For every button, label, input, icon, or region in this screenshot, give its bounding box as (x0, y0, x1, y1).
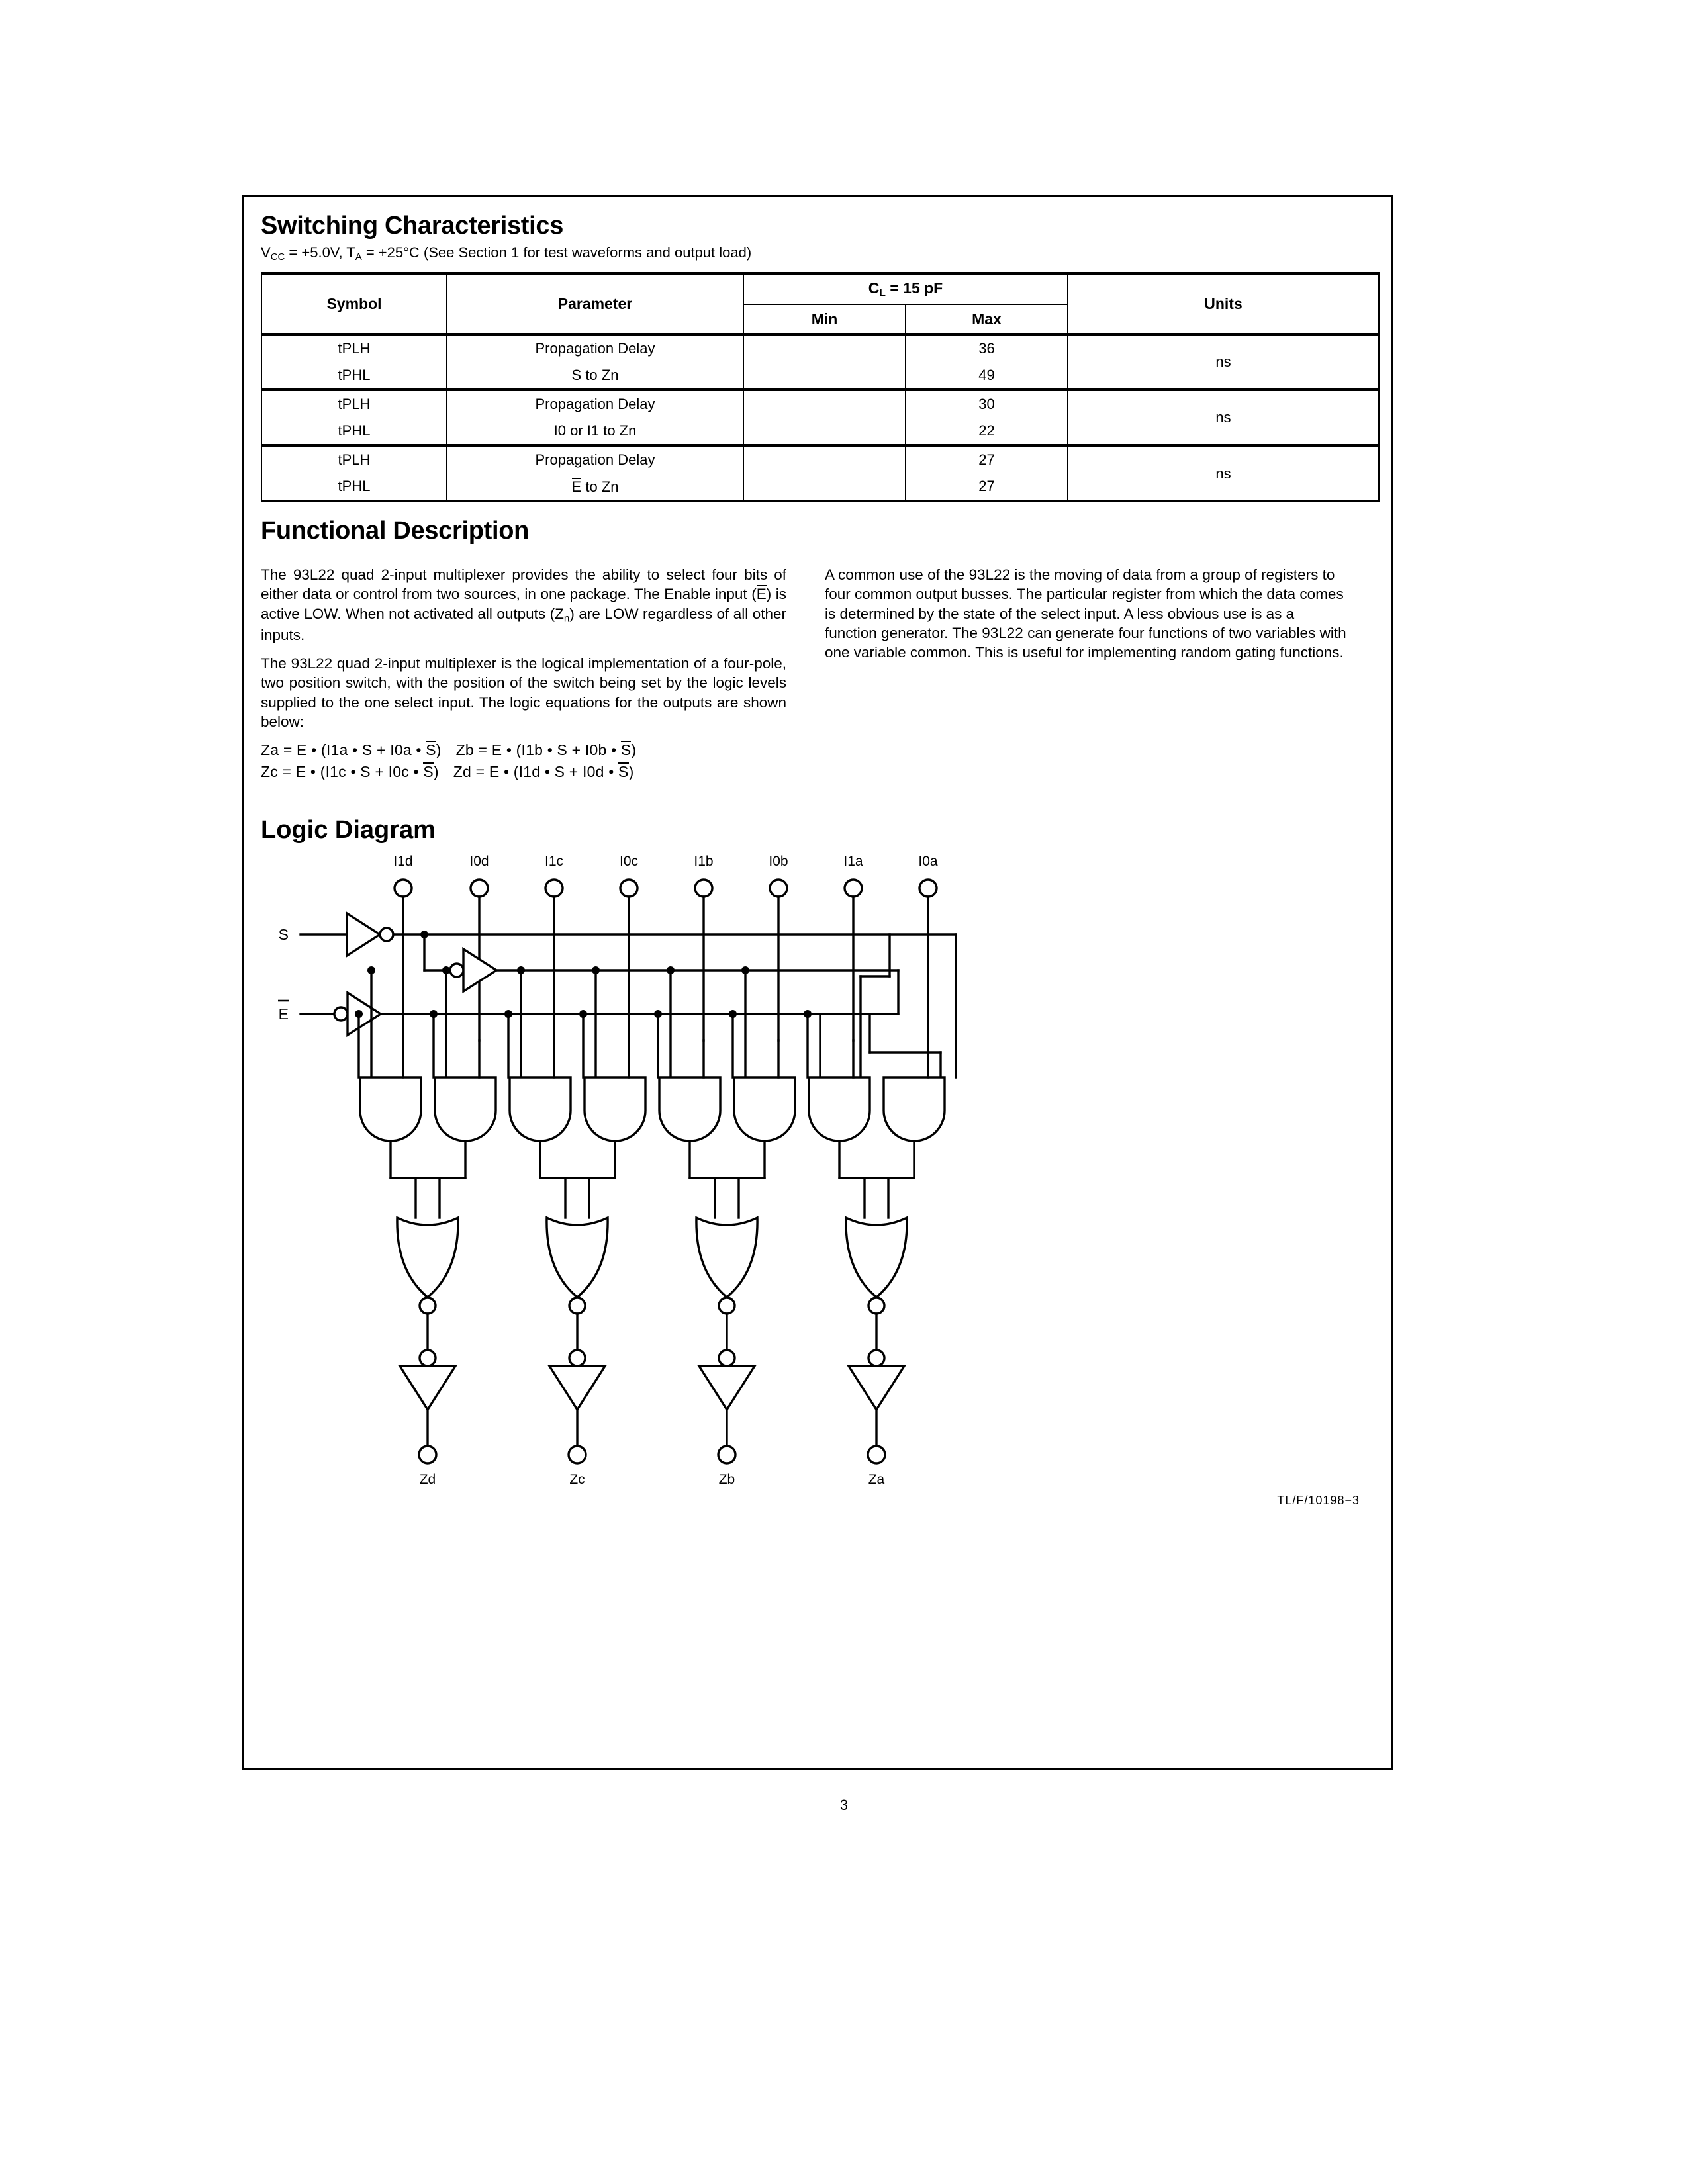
and-gate-row (360, 1077, 945, 1178)
input-label-ebar: E (278, 1005, 289, 1023)
table-row (261, 390, 1379, 418)
cell-units: ns (1068, 390, 1379, 445)
functional-description-columns (261, 565, 1374, 784)
figure-reference: TL/F/10198−3 (1277, 1493, 1360, 1507)
and-gate (585, 1077, 645, 1141)
cell-parameter (447, 473, 743, 501)
cell-parameter: S to Zn (447, 362, 743, 390)
eq-zb-pre: Zb = E • (I1b • S + I0b • (455, 741, 621, 759)
col-header-cl (743, 273, 1068, 304)
sbar-overline: S (618, 762, 629, 780)
and-to-or-merge (391, 1178, 914, 1218)
cell-symbol: tPHL (261, 362, 447, 390)
cell-symbol: tPLH (261, 445, 447, 473)
output-inverter-triangle (400, 1366, 455, 1410)
cell-min (743, 418, 906, 445)
logic-diagram (261, 847, 1380, 1522)
nor-gate-bubble (569, 1298, 585, 1314)
col-header-parameter: Parameter (447, 273, 743, 334)
sbar-overline: S (423, 762, 434, 780)
cell-max: 36 (906, 334, 1068, 362)
output-inverter-triangle (849, 1366, 904, 1410)
cell-min (743, 334, 906, 362)
nor-gate-bubble (719, 1298, 735, 1314)
input-label-i1c: I1c (544, 853, 564, 869)
cell-min (743, 473, 906, 501)
eq-zc-pre: Zc = E • (I1c • S + I0c • (261, 762, 424, 780)
ebar-inverter-bubble (334, 1007, 348, 1021)
functional-paragraph-2: The 93L22 quad 2-input multiplexer is the logical implementation of a four-pole, two position switch, with the position of the switch being set by the logic levels supplied to the one select input. The logic equations for the outputs are shown below: (261, 655, 786, 730)
ebar-overline: E (756, 586, 767, 603)
and-gate (734, 1077, 795, 1141)
eq-zd-post: ) (628, 762, 634, 780)
cell-symbol: tPHL (261, 473, 447, 501)
and-gate (435, 1077, 496, 1141)
nor-gate-bubble (420, 1298, 436, 1314)
nor-gate-row (397, 1218, 907, 1350)
output-label-zb: Zb (718, 1471, 735, 1487)
functional-left-column (261, 565, 786, 784)
zn-subscript: n (563, 612, 570, 624)
eq-zb-post: ) (631, 741, 637, 759)
cond-post: = +25°C (See Section 1 for test waveforms and output load) (361, 244, 752, 261)
eq-za-pre: Za = E • (I1a • S + I0a • (261, 741, 426, 759)
output-inverter-triangle (699, 1366, 755, 1410)
test-conditions (261, 244, 1374, 263)
sbar-overline: S (426, 741, 436, 759)
fp1-c: ) are LOW regardless of all other inputs. (261, 605, 786, 643)
nor-gate-bubble (868, 1298, 884, 1314)
cell-symbol: tPHL (261, 418, 447, 445)
output-pin (419, 1446, 436, 1463)
col-header-min: Min (743, 304, 906, 334)
s-second-inverter-bubble (450, 964, 463, 977)
col-header-units: Units (1068, 273, 1379, 334)
cell-min (743, 390, 906, 418)
cell-max: 27 (906, 473, 1068, 501)
fp1-b: ) is active LOW. When not activated all outputs (Z (261, 586, 786, 622)
input-label-s: S (278, 925, 289, 943)
output-inverter-bubble (569, 1350, 585, 1366)
eq-za-post: ) (436, 741, 442, 759)
input-label-i1d: I1d (393, 853, 413, 869)
logic-diagram-title: Logic Diagram (261, 815, 436, 844)
logic-equation-row-1 (261, 741, 786, 760)
cell-min (743, 362, 906, 390)
cell-parameter: Propagation Delay (447, 390, 743, 418)
s-bus-taps (367, 966, 898, 1077)
ebar-overline: E (571, 478, 582, 495)
functional-right-column (825, 565, 1350, 784)
cl-post: = 15 pF (885, 279, 943, 296)
functional-paragraph-3: A common use of the 93L22 is the moving of data from a group of registers to four common output busses. The particular register from which the data comes is determined by the state of the select input. A less obvious use is as a function generator. The 93L22 can generate four functions of two variables with one variable common. This is useful for implementing random gating functions. (825, 567, 1346, 661)
logic-equation-row-2 (261, 762, 786, 782)
cell-parameter: Propagation Delay (447, 334, 743, 362)
functional-description-title: Functional Description (261, 517, 530, 545)
output-inverter-triangle (549, 1366, 605, 1410)
switching-characteristics-title: Switching Characteristics (261, 212, 564, 240)
cell-max: 22 (906, 418, 1068, 445)
s-inverter-bubble (380, 928, 393, 941)
cell-symbol: tPLH (261, 390, 447, 418)
output-label-zc: Zc (569, 1471, 585, 1487)
table-row (261, 445, 1379, 473)
cell-units: ns (1068, 445, 1379, 501)
output-pin (569, 1446, 586, 1463)
cond-vcc-label: V (261, 244, 271, 261)
nor-gate (696, 1218, 757, 1297)
cell-units: ns (1068, 334, 1379, 390)
datasheet-page-frame (242, 195, 1393, 1770)
eq-zd-pre: Zd = E • (I1d • S + I0d • (453, 762, 619, 780)
input-label-i0b: I0b (769, 853, 788, 869)
cond-mid: = +5.0V, T (285, 244, 355, 261)
col-header-symbol: Symbol (261, 273, 447, 334)
output-inverter-bubble (719, 1350, 735, 1366)
output-pin (868, 1446, 885, 1463)
functional-paragraph-1 (261, 565, 786, 645)
cell-max: 49 (906, 362, 1068, 390)
input-pin-stems-to-and (403, 1040, 928, 1077)
eq-zc-post: ) (433, 762, 439, 780)
output-pin (718, 1446, 735, 1463)
col-header-max: Max (906, 304, 1068, 334)
output-label-za: Za (868, 1471, 885, 1487)
s-inverter-triangle (347, 913, 380, 956)
fp1-a: The 93L22 quad 2-input multiplexer provides the ability to select four bits of either data or control from two sources, in one package. The Enable input ( (261, 567, 786, 603)
cl-sub: L (879, 287, 886, 299)
cell-min (743, 445, 906, 473)
input-label-i0a: I0a (918, 853, 938, 869)
cell-parameter: I0 or I1 to Zn (447, 418, 743, 445)
input-label-i1a: I1a (843, 853, 863, 869)
output-inverter-bubble (420, 1350, 436, 1366)
output-inverter-row (400, 1350, 904, 1463)
input-label-i0c: I0c (619, 853, 639, 869)
page-number: 3 (839, 1797, 849, 1813)
ebar-inverter-triangle (348, 993, 381, 1035)
cell-parameter: Propagation Delay (447, 445, 743, 473)
nor-gate (846, 1218, 907, 1297)
nor-gate (397, 1218, 458, 1297)
and-gate (360, 1077, 421, 1141)
cl-pre: C (868, 279, 880, 296)
table-row (261, 334, 1379, 362)
and-gate (809, 1077, 870, 1141)
output-label-zd: Zd (419, 1471, 436, 1487)
and-gate (884, 1077, 945, 1141)
cond-ta-sub: A (355, 251, 362, 263)
logic-diagram-svg (261, 847, 1380, 1516)
cell-max: 27 (906, 445, 1068, 473)
input-label-i1b: I1b (694, 853, 714, 869)
and-gate (510, 1077, 571, 1141)
sbar-overline: S (620, 741, 632, 759)
switching-characteristics-table (261, 272, 1380, 502)
output-inverter-bubble (868, 1350, 884, 1366)
cond-vcc-sub: CC (270, 251, 285, 263)
nor-gate (547, 1218, 608, 1297)
and-gate (659, 1077, 720, 1141)
cell-symbol: tPLH (261, 334, 447, 362)
cell-max: 30 (906, 390, 1068, 418)
cell-parameter-rest: to Zn (581, 478, 619, 495)
input-label-i0d: I0d (469, 853, 489, 869)
